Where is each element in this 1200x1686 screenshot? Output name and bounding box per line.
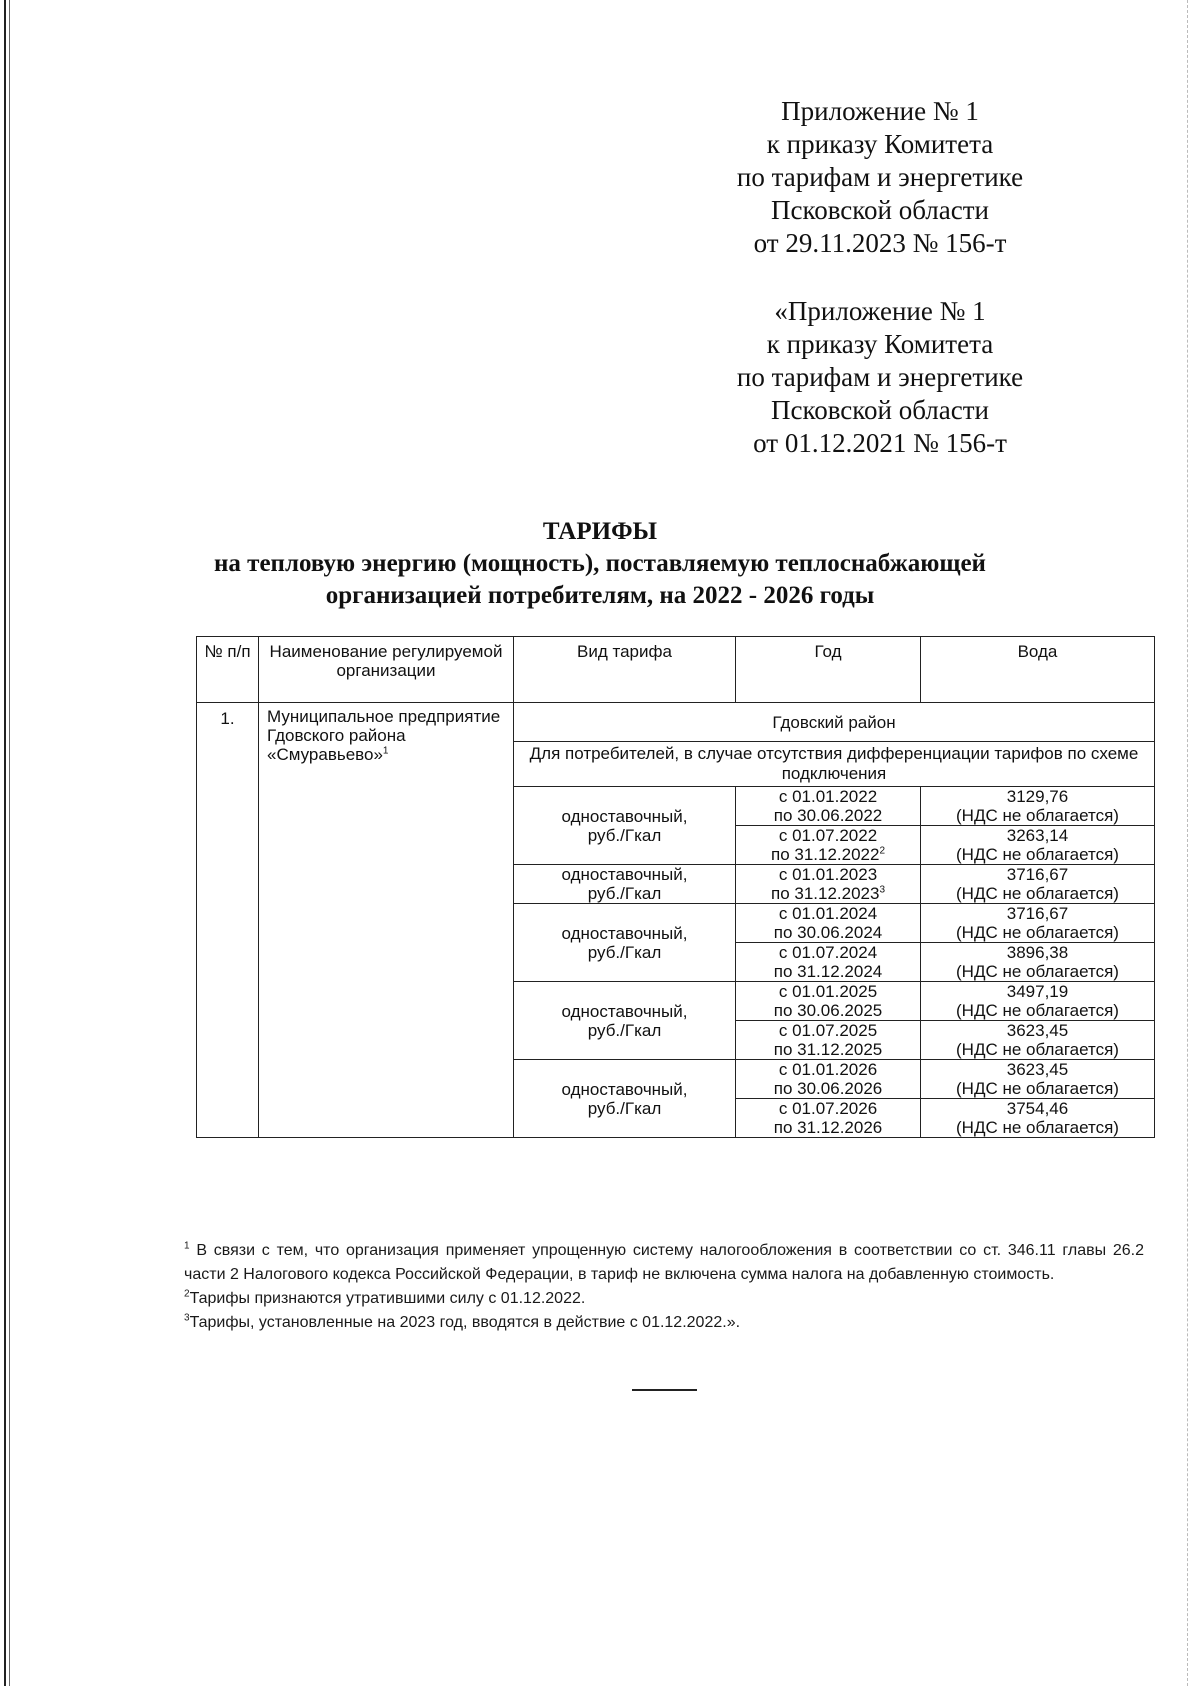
heading-subtitle-line: организацией потребителям, на 2022 - 2026 годы [325,582,875,609]
period-cell: с 01.01.2025 по 30.06.2025 [736,982,921,1021]
appendix-line: по тарифам и энергетике [736,162,1024,192]
tariff-type-cell: одноставочный, руб./Гкал [514,982,736,1060]
period-cell: с 01.01.2026 по 30.06.2026 [736,1060,921,1099]
tariff-type-cell: одноставочный, руб./Гкал [514,787,736,865]
water-value-cell: 3129,76 (НДС не облагается) [921,787,1155,826]
scheme-note-cell: Для потребителей, в случае отсутствия дифференциации тарифов по схеме подключения [514,742,1155,787]
region-cell: Гдовский район [514,703,1155,742]
scan-edge-line [4,0,6,1686]
water-value-cell: 3716,67 (НДС не облагается) [921,904,1155,943]
organization-cell [259,703,514,1138]
appendix-line: Псковской области [770,395,989,425]
footnote-3: $^3$Тарифы, установленные на 2023 год, вводятся в действие с 01.12.2022.». [184,1312,741,1331]
water-value-cell: 3263,14 (НДС не облагается) [921,826,1155,865]
document-heading [150,516,1050,612]
tariff-table [196,636,1155,1138]
water-value-cell: 3623,45 (НДС не облагается) [921,1021,1155,1060]
scan-edge-line [9,0,10,1686]
heading-title: ТАРИФЫ [542,518,658,545]
appendix-line: от 29.11.2023 № 156-т [753,228,1007,258]
period-cell: с 01.07.2024 по 31.12.2024 [736,943,921,982]
period-cell: с 01.01.2023 по 31.12.2023$^3$ [736,865,921,904]
header-tariff-type: Вид тарифа [514,637,736,703]
water-value-cell: 3754,46 (НДС не облагается) [921,1099,1155,1138]
appendix-line: по тарифам и энергетике [736,362,1024,392]
appendix-line: к приказу Комитета [766,129,994,159]
closing-rule [632,1389,697,1391]
footnote-ref: 1 [382,745,389,757]
appendix-current-block [690,95,1070,260]
header-year: Год [736,637,921,703]
water-value-cell: 3623,45 (НДС не облагается) [921,1060,1155,1099]
row-number: 1. [220,709,235,728]
footnote-2: $^2$Тарифы признаются утратившими силу с 01.12.2022. [184,1288,586,1307]
appendix-previous-block [690,295,1070,460]
water-value-cell: 3716,67 (НДС не облагается) [921,865,1155,904]
header-water: Вода [921,637,1155,703]
footnotes [184,1239,1144,1335]
period-cell: с 01.07.2025 по 31.12.2025 [736,1021,921,1060]
period-cell: с 01.01.2024 по 30.06.2024 [736,904,921,943]
tariff-type-cell: одноставочный, руб./Гкал [514,1060,736,1138]
appendix-line: Приложение № 1 [781,96,979,126]
table-row [197,703,1155,742]
water-value-cell: 3896,38 (НДС не облагается) [921,943,1155,982]
period-cell: с 01.07.2022 по 31.12.2022$^2$ [736,826,921,865]
appendix-line: Псковской области [770,195,989,225]
appendix-line: к приказу Комитета [766,329,994,359]
scan-edge-line [1187,0,1188,1686]
heading-subtitle-line: на тепловую энергию (мощность), поставляемую теплоснабжающей [214,550,986,577]
header-organization: Наименование регулируемой организации [259,637,514,703]
period-cell: с 01.07.2026 по 31.12.2026 [736,1099,921,1138]
footnote-1: $^1$ В связи с тем, что организация применяет упрощенную систему налогообложения в соответствии со ст. 346.11 главы 26.2 части 2 Налогового кодекса Российской Федерации, в тариф не включена сумма налога на добавленную стоимость. [184,1240,1145,1283]
appendix-line: «Приложение № 1 [774,296,986,326]
period-cell: с 01.01.2022 по 30.06.2022 [736,787,921,826]
water-value-cell: 3497,19 (НДС не облагается) [921,982,1155,1021]
table-header-row [197,637,1155,703]
organization-name: Муниципальное предприятие Гдовского района «Смуравьево»$^1$ [267,707,501,764]
tariff-type-cell: одноставочный, руб./Гкал [514,865,736,904]
tariff-type-cell: одноставочный, руб./Гкал [514,904,736,982]
row-number-cell [197,703,259,1138]
header-num: № п/п [197,637,259,703]
appendix-line: от 01.12.2021 № 156-т [753,428,1007,458]
